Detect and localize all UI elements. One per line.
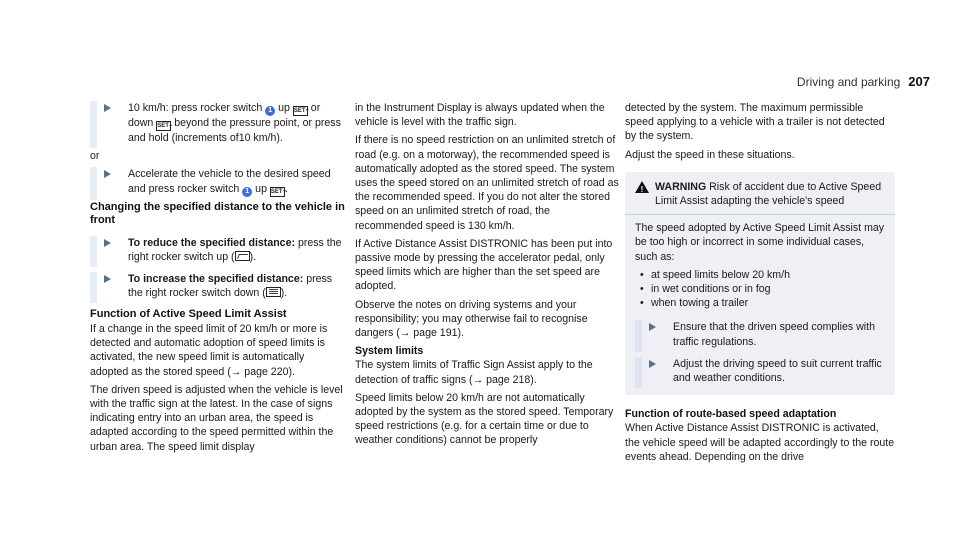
or-text: or	[90, 150, 100, 163]
paragraph: The driven speed is adjusted when the vehicle is level with the traffic sign at the latest. In the case of signs indicating entry into an urban area, the speed is adapted according to the speed permitted within the urban area. The speed limit display	[90, 383, 343, 453]
paragraph: If there is no speed restriction on an unlimited stretch of road (e.g. on a motorway), the recommended speed is automatically adopted as the stored speed. The system uses the speed stored on an unlimited stretch of road as the recommended speed. If you do not alter the stored speed on an unlimited stretch of road, the recommended speed is 130 km/h.	[355, 134, 619, 232]
warning-label: WARNING	[655, 180, 707, 193]
step-arrow-icon	[104, 170, 111, 178]
paragraph: in the Instrument Display is always updated when the vehicle is level with the traffic sign.	[355, 102, 605, 129]
list-item: • at speed limits below 20 km/h	[635, 268, 885, 282]
heading-function: Function of Active Speed Limit Assist	[90, 308, 287, 321]
warning-box	[625, 172, 895, 395]
warning-title: Risk of accident due to Active Speed Limit Assist adapting the vehicle's speed	[655, 180, 882, 208]
callout-badge: 1	[265, 106, 275, 116]
section-title: Driving and parking	[796, 75, 901, 89]
instruction-step: To reduce the specified distance: press the right rocker switch up ( ).	[90, 236, 345, 264]
divider	[625, 214, 895, 215]
list-item: • when towing a trailer	[635, 296, 885, 310]
callout-badge: 1	[242, 187, 252, 197]
paragraph: Observe the notes on driving systems and your responsibility; you may otherwise fail to recognise dangers (→ page 191).	[355, 298, 588, 340]
page-number: 207	[908, 74, 930, 89]
instruction-step: 10 km/h: press rocker switch 1 up SET+ or down SET– beyond the pressure point, or press and hold (increments of10 km/h).	[90, 101, 345, 145]
warning-list	[635, 268, 885, 311]
rocker-up-icon	[235, 251, 250, 261]
rocker-down-icon	[266, 287, 281, 297]
warning-triangle-icon	[635, 181, 649, 193]
paragraph: If a change in the speed limit of 20 km/h or more is detected and automatic adoption of speed limits is activated, the new speed limit is automatically adopted as the stored speed (→ page 220).	[90, 322, 328, 378]
heading-route: Function of route-based speed adaptation	[625, 408, 837, 421]
paragraph: Speed limits below 20 km/h are not automatically adopted by the system as the stored speed. Temporary speed restrictions (e.g. for a certain time or due to weather conditions) cannot be properly	[355, 391, 614, 447]
step-arrow-icon	[104, 239, 111, 247]
page-header	[780, 74, 930, 89]
heading-distance: Changing the specified distance to the vehicle in front	[90, 200, 345, 227]
warning-header	[635, 180, 885, 208]
set-minus-icon: SET–	[157, 123, 173, 129]
step-arrow-icon	[104, 275, 111, 283]
set-plus-icon: SET+	[270, 188, 287, 195]
instruction-step: Adjust the driving speed to suit current traffic and weather conditions.	[635, 357, 885, 385]
step-arrow-icon	[649, 360, 656, 368]
column-2	[355, 101, 620, 452]
step-arrow-icon	[649, 323, 656, 331]
paragraph: detected by the system. The maximum permissible speed applying to a vehicle with a trailer is not detected by the system.	[625, 102, 885, 143]
paragraph: The system limits of Traffic Sign Assist apply to the detection of traffic signs (→ page 218).	[355, 359, 593, 386]
warning-body: The speed adopted by Active Speed Limit Assist may be too high or incorrect in some individual cases, such as:	[635, 222, 885, 263]
paragraph: If Active Distance Assist DISTRONIC has been put into passive mode by pressing the accelerator pedal, only speed limits which are higher than the set speed are adopted.	[355, 237, 613, 293]
step-arrow-icon	[104, 104, 111, 112]
heading-system-limits: System limits	[355, 345, 424, 358]
instruction-step: Ensure that the driven speed complies with traffic regulations.	[635, 320, 885, 348]
column-3	[625, 101, 895, 468]
column-1	[90, 101, 345, 458]
list-item: • in wet conditions or in fog	[635, 282, 885, 296]
instruction-step: Accelerate the vehicle to the desired speed and press rocker switch 1 up SET+.	[90, 167, 345, 196]
set-plus-icon: SET+	[293, 108, 310, 114]
instruction-step: To increase the specified distance: press the right rocker switch down ( ).	[90, 272, 345, 300]
paragraph: When Active Distance Assist DISTRONIC is activated, the vehicle speed will be adapted accordingly to the route events ahead. Depending on the drive	[625, 422, 895, 463]
paragraph: Adjust the speed in these situations.	[625, 148, 795, 161]
